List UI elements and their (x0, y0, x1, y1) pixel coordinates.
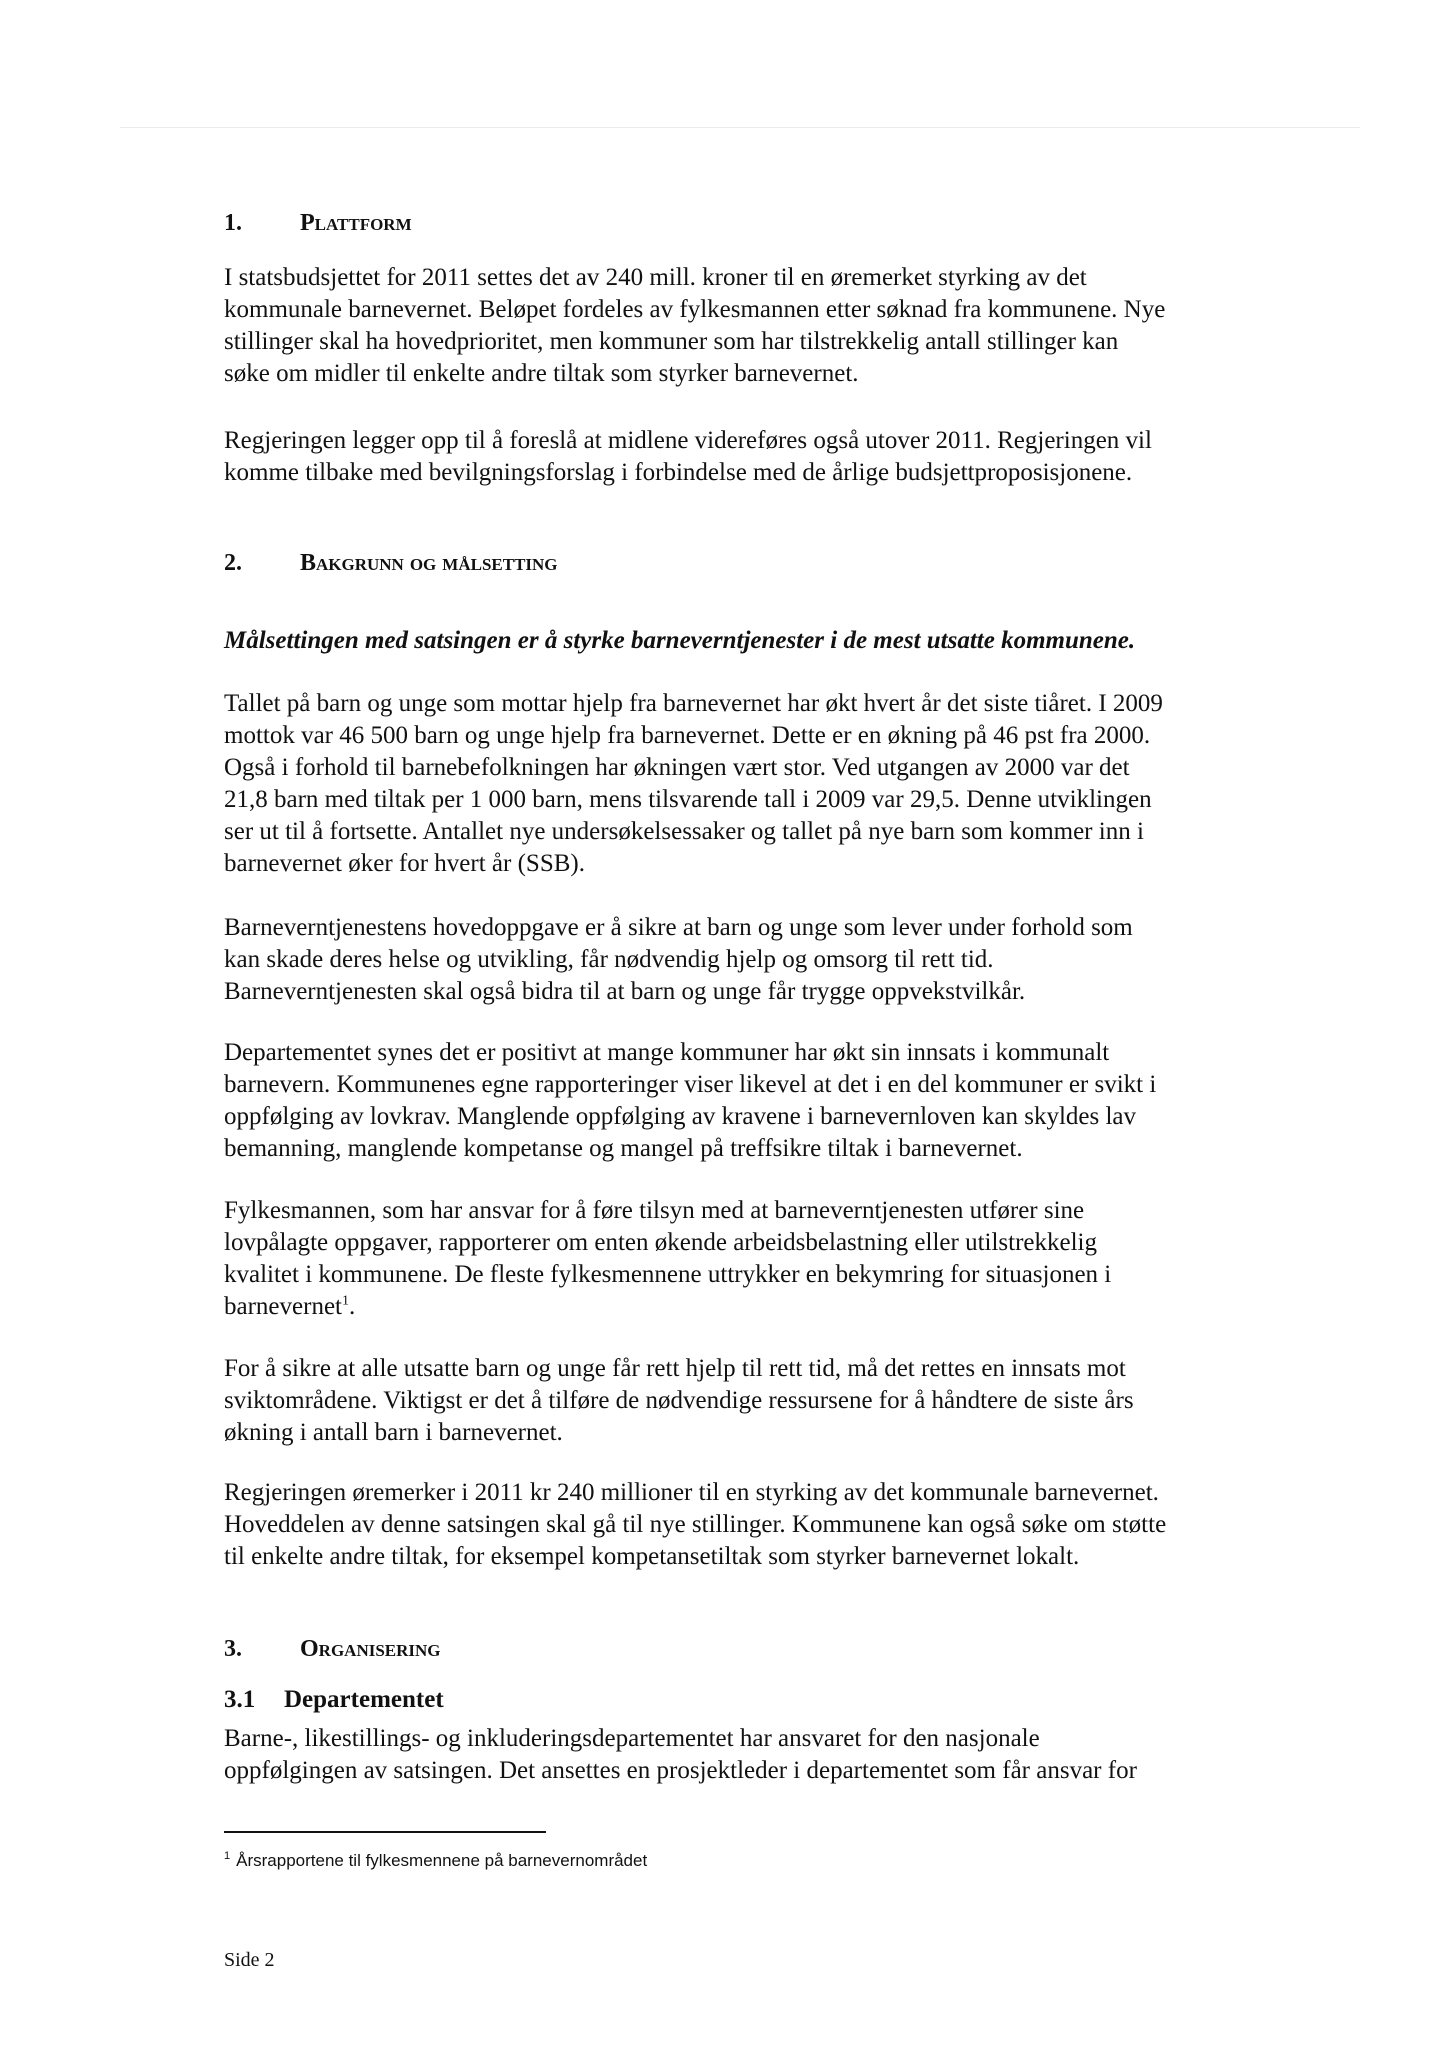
paragraph (224, 1353, 1284, 1449)
text-line: til enkelte andre tiltak, for eksempel kompetansetiltak som styrker barnevernet lokalt. (224, 1543, 1080, 1570)
text-line: Også i forhold til barnebefolkningen har økningen vært stor. Ved utgangen av 2000 var det (224, 754, 1130, 781)
text-line: Målsettingen med satsingen er å styrke barneverntjenester i de mest utsatte kommunene. (224, 627, 1136, 654)
paragraph (224, 425, 1284, 489)
text-line: stillinger skal ha hovedprioritet, men kommuner som har tilstrekkelig antall stillinger kan (224, 328, 1119, 355)
footnote (224, 1850, 647, 1872)
paragraph (224, 1195, 1284, 1323)
text-line: bemanning, manglende kompetanse og mangel på treffsikre tiltak i barnevernet. (224, 1135, 1023, 1162)
paragraph (224, 1037, 1284, 1165)
text-line: kan skade deres helse og utvikling, får nødvendig hjelp og omsorg til rett tid. (224, 946, 994, 973)
text-line: barnevern. Kommunenes egne rapporteringer viser likevel at det i en del kommuner er svikt i (224, 1071, 1157, 1098)
text-line: For å sikre at alle utsatte barn og unge får rett hjelp til rett tid, må det rettes en innsats mot (224, 1355, 1126, 1382)
paragraph (224, 1477, 1284, 1573)
section-title: Plattform (300, 210, 412, 236)
paragraph (224, 1723, 1284, 1787)
goal-statement (224, 625, 1284, 657)
text-line: Tallet på barn og unge som mottar hjelp fra barnevernet har økt hvert år det siste tiåret. I 2009 (224, 690, 1163, 717)
text-line: oppfølgingen av satsingen. Det ansettes en prosjektleder i departementet som får ansvar for (224, 1757, 1137, 1784)
paragraph (224, 912, 1284, 1008)
page-number: Side 2 (224, 1949, 275, 1971)
text-line: søke om midler til enkelte andre tiltak som styrker barnevernet. (224, 360, 859, 387)
section-2-heading (224, 548, 1284, 578)
text-fragment: barnevernet (224, 1293, 342, 1320)
text-line: kvalitet i kommunene. De fleste fylkesmennene uttrykker en bekymring for situasjonen i (224, 1261, 1112, 1288)
text-line: barnevernet øker for hvert år (SSB). (224, 850, 585, 877)
text-line (224, 1291, 1284, 1323)
text-line: komme tilbake med bevilgningsforslag i forbindelse med de årlige budsjettproposisjonene. (224, 459, 1133, 486)
section-number: 3. (224, 1636, 242, 1662)
text-line: Barne-, likestillings- og inkluderingsdepartementet har ansvaret for den nasjonale (224, 1725, 1040, 1752)
scan-edge-line (120, 127, 1360, 128)
text-line: mottok var 46 500 barn og unge hjelp fra barnevernet. Dette er en økning på 46 pst fra 2000. (224, 722, 1151, 749)
section-number: 1. (224, 210, 242, 236)
section-1-heading (224, 208, 1284, 238)
text-fragment: . (348, 1293, 356, 1320)
text-line: ser ut til å fortsette. Antallet nye undersøkelsessaker og tallet på nye barn som kommer inn i (224, 818, 1144, 845)
text-line: Barneverntjenestens hovedoppgave er å sikre at barn og unge som lever under forhold som (224, 914, 1133, 941)
text-line: lovpålagte oppgaver, rapporterer om enten økende arbeidsbelastning eller utilstrekkelig (224, 1229, 1097, 1256)
subsection-title: Departementet (284, 1686, 444, 1713)
text-line: I statsbudsjettet for 2011 settes det av 240 mill. kroner til en øremerket styrking av det (224, 264, 1087, 291)
section-number: 2. (224, 550, 242, 576)
text-line: kommunale barnevernet. Beløpet fordeles av fylkesmannen etter søknad fra kommunene. Nye (224, 296, 1166, 323)
section-title: Bakgrunn og målsetting (300, 550, 558, 576)
paragraph (224, 262, 1284, 390)
text-line: Regjeringen øremerker i 2011 kr 240 millioner til en styrking av det kommunale barnevernet. (224, 1479, 1159, 1506)
text-line: sviktområdene. Viktigst er det å tilføre de nødvendige ressursene for å håndtere de siste års (224, 1387, 1134, 1414)
text-line: 21,8 barn med tiltak per 1 000 barn, mens tilsvarende tall i 2009 var 29,5. Denne utviklingen (224, 786, 1152, 813)
paragraph (224, 688, 1284, 880)
footnote-marker: 1 (224, 1850, 231, 1863)
section-title: Organisering (300, 1636, 441, 1662)
text-line: Departementet synes det er positivt at mange kommuner har økt sin innsats i kommunalt (224, 1039, 1110, 1066)
text-line: Fylkesmannen, som har ansvar for å føre tilsyn med at barneverntjenesten utfører sine (224, 1197, 1085, 1224)
subsection-3-1-heading (224, 1684, 1284, 1716)
section-3-heading (224, 1634, 1284, 1664)
footnote-separator (224, 1831, 546, 1833)
subsection-number: 3.1 (224, 1686, 256, 1713)
footnote-reference: 1 (341, 1293, 349, 1309)
text-line: Hoveddelen av denne satsingen skal gå til nye stillinger. Kommunene kan også søke om støtte (224, 1511, 1167, 1538)
footnote-text: Årsrapportene til fylkesmennene på barnevernområdet (236, 1851, 648, 1870)
text-line: økning i antall barn i barnevernet. (224, 1419, 563, 1446)
text-line: oppfølging av lovkrav. Manglende oppfølging av kravene i barnevernloven kan skyldes lav (224, 1103, 1137, 1130)
text-line: Barneverntjenesten skal også bidra til at barn og unge får trygge oppvekstvilkår. (224, 978, 1026, 1005)
text-line: Regjeringen legger opp til å foreslå at midlene videreføres også utover 2011. Regjeringen vil (224, 427, 1152, 454)
